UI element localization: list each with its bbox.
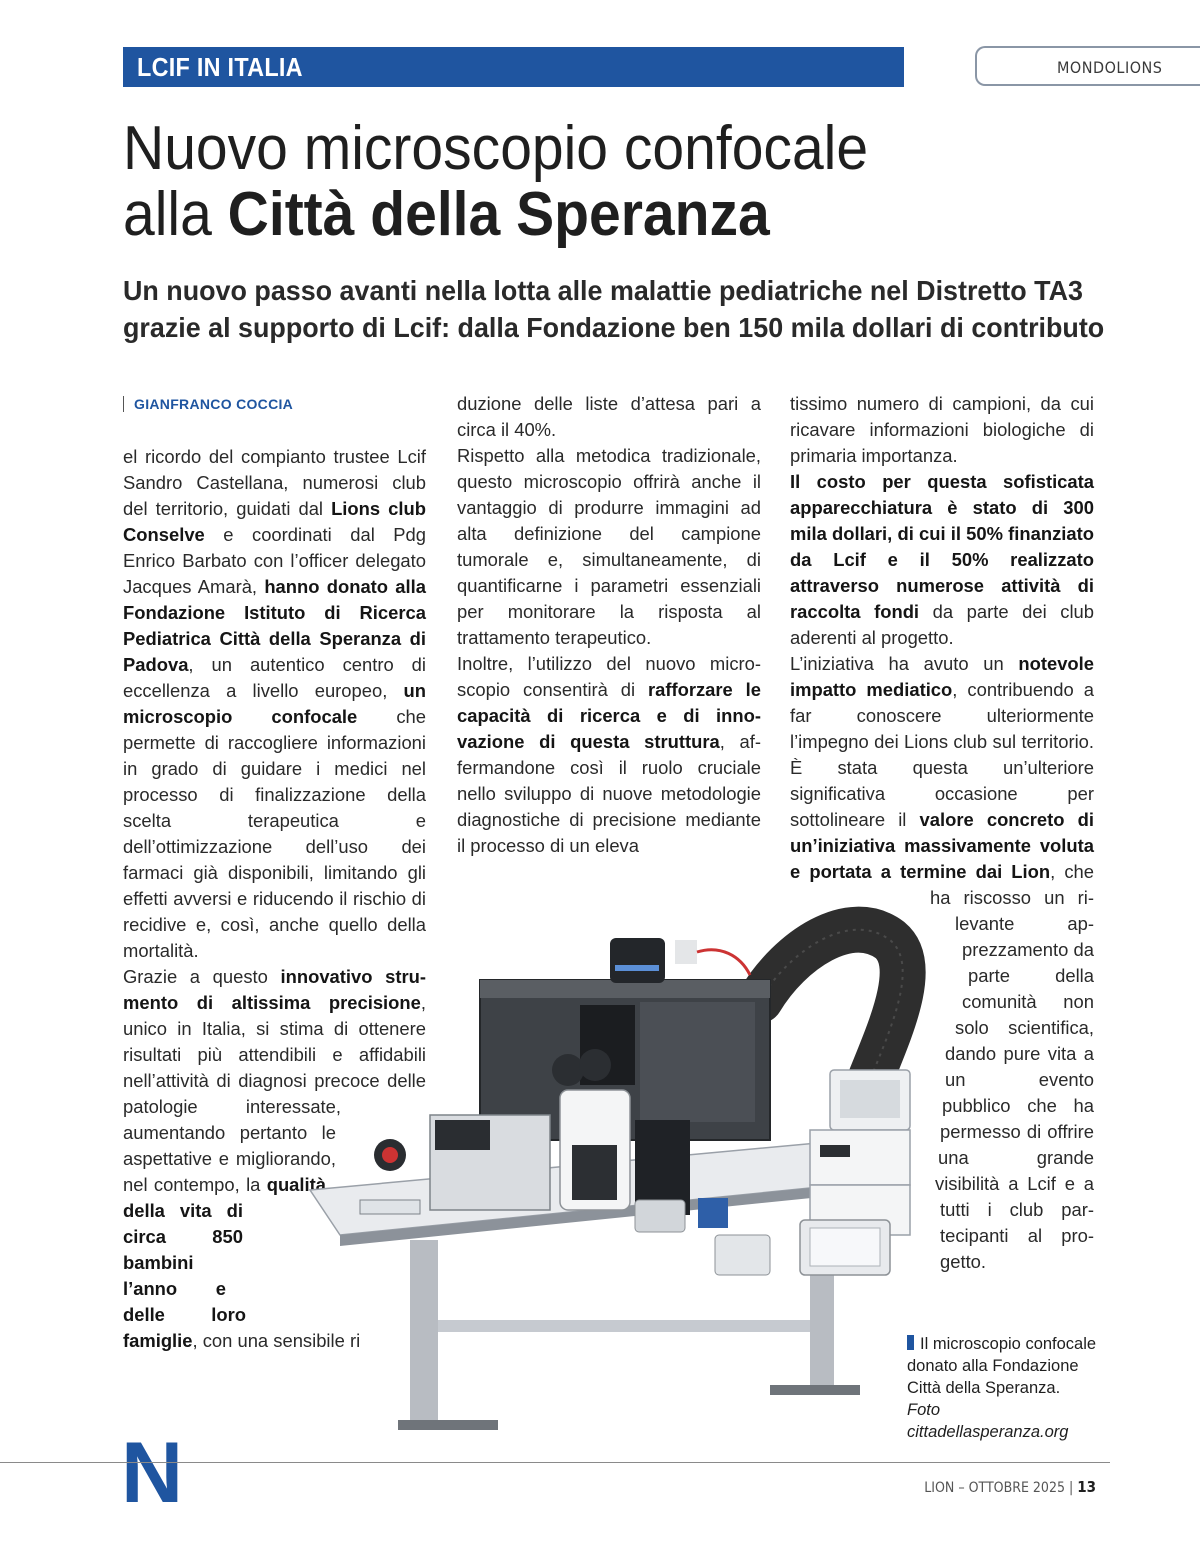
column-2-paragraph-3 bbox=[457, 651, 761, 859]
text-run: Lions club Conselve bbox=[123, 498, 426, 545]
caption-text: Il microscopio confocale donato alla Fondazione Città della Speranza. bbox=[907, 1335, 1097, 1397]
microscope-photo bbox=[290, 890, 930, 1460]
article-column-2 bbox=[457, 391, 761, 859]
text-run: Grazie a questo bbox=[123, 966, 281, 987]
photo-caption bbox=[907, 1333, 1097, 1443]
article-title bbox=[123, 116, 868, 248]
text-run: el ricordo del compianto trustee Lcif Sandro Castellana, numerosi club del territorio, guidati dal bbox=[123, 446, 426, 519]
subtitle-line-1: Un nuovo passo avanti nella lotta alle malattie pediatriche nel Distretto TA3 bbox=[123, 275, 1083, 306]
text-run: da parte dei club aderenti al progetto. bbox=[790, 601, 1094, 648]
text-run: , un autentico centro di eccellenza a livello europeo, bbox=[123, 654, 426, 701]
text-run: , con una sensibile ri bbox=[192, 1330, 361, 1351]
text-run: rafforzare le capacità di ricerca e di innovazione di questa struttura bbox=[457, 679, 761, 752]
text-run: , affermandone così il ruolo cruciale nello sviluppo di nuove metodologie diagnostiche di precisione mediante il processo di un eleva bbox=[457, 731, 762, 856]
control-unit-middle bbox=[810, 1130, 910, 1185]
text-run: innovativo strumento di altissima precisione bbox=[123, 966, 426, 1013]
text-run: che permette di raccogliere informazioni in grado di guidare i medici nel processo di finalizzazione della scelta terapeutica e dell’ottimizzazione dell’uso dei farmaci già disponibili, limitando gli effetti avversi e riducendo il rischio di recidive e, così, anche quello della mortalità. bbox=[123, 706, 426, 961]
column-2-paragraph-2 bbox=[457, 443, 761, 651]
text-run: valore concreto di un’iniziativa massivamente voluta e portata a termine dai Lion bbox=[790, 809, 1094, 882]
title-line-2-bold: Città della Speranza bbox=[227, 180, 770, 249]
column-3-paragraph-1 bbox=[790, 391, 1094, 469]
text-run: tissimo numero di campioni, da cui ricavare informazioni biologiche di primaria importanza. bbox=[790, 393, 1094, 466]
column-3-paragraph-2 bbox=[790, 469, 1094, 651]
text-run: hanno donato alla Fondazione Istituto di Ricerca Pediatrica Città della Speranza di Padova bbox=[123, 576, 426, 675]
page-footer bbox=[924, 1478, 1096, 1496]
subtitle-line-2: grazie al supporto di Lcif: dalla Fondazione ben 150 mila dollari di contributo bbox=[123, 312, 1105, 343]
section-header-bar bbox=[123, 47, 904, 87]
text-run: Il costo per questa sofisticata apparecchiatura è stato di 300 mila dollari, di cui il 50% finanziato da Lcif e il 50% realizzato attraverso numerose attività di raccolta fondi bbox=[790, 471, 1094, 622]
issue-label: LION – OTTOBRE 2025 | bbox=[924, 1480, 1078, 1496]
keypad-controller bbox=[715, 1235, 770, 1275]
caption-credit: Foto cittadellasperanza.org bbox=[907, 1401, 1069, 1441]
text-run: duzione delle liste d’attesa pari a circa il 40%. bbox=[457, 393, 761, 440]
text-run: e coordinati dal Pdg Enrico Barbato con l’officer delegato Jacques Amarà, bbox=[123, 524, 426, 597]
text-run: qualità della vita di circa 850 bambini l’anno e delle loro famiglie bbox=[123, 1174, 326, 1351]
title-line-1: Nuovo microscopio confocale bbox=[123, 114, 869, 183]
text-run: notevole impatto mediatico bbox=[790, 653, 1094, 700]
camera-unit bbox=[610, 938, 665, 983]
text-run: , che ha riscosso un rilevante apprezzamento da parte della comunità non solo scientifica, dando pure vita a un evento pubblico che ha permesso di offrire una grande visibilità a Lcif e a tutti i club partecipanti al progetto. bbox=[930, 861, 1094, 1272]
text-run: Rispetto alla metodica tradizionale, questo microscopio offrirà anche il vantaggio di produrre immagini ad alta definizione del campione tumorale e, simultaneamente, di quantificarne i parametri essenziali per monitorare la risposta al trattamento terapeutico. bbox=[457, 445, 761, 648]
text-run: , contribuendo a far conoscere ulteriormente l’impegno dei Lions club sul territorio. È stata questa un’ulteriore significativa occasione per sottolineare il bbox=[790, 679, 1094, 830]
title-line-2-regular: alla bbox=[123, 180, 228, 249]
section-title: LCIF IN ITALIA bbox=[137, 52, 303, 82]
footer-rule bbox=[0, 1462, 1110, 1463]
text-run: , unico in Italia, si stima di ottenere risultati più attendibili e affidabili nell’attività di diagnosi precoce delle patologie interessate, aumentando pertanto le aspettative e migliorando, nel contempo, la bbox=[123, 992, 426, 1195]
author-byline: GIANFRANCO COCCIA bbox=[123, 396, 293, 412]
joystick-controller bbox=[635, 1200, 685, 1232]
column-2-paragraph-1 bbox=[457, 391, 761, 443]
exhaust-hose bbox=[760, 930, 903, 1080]
article-subtitle bbox=[123, 272, 1104, 346]
caption-marker bbox=[907, 1335, 914, 1350]
text-run: L’iniziativa ha avuto un bbox=[790, 653, 1019, 674]
page-number: 13 bbox=[1077, 1478, 1096, 1496]
table-leg-left bbox=[410, 1240, 438, 1430]
text-run: un microscopio confocale bbox=[123, 680, 426, 727]
eyepiece-left bbox=[552, 1054, 584, 1086]
dropcap-letter: N bbox=[121, 1425, 184, 1521]
magazine-section-tab bbox=[975, 46, 1200, 86]
eyepiece-right bbox=[579, 1049, 611, 1081]
text-run: Inoltre, l’utilizzo del nuovo microscopio consentirà di bbox=[457, 653, 761, 700]
magazine-tab-label: MONDOLIONS bbox=[1057, 58, 1163, 77]
